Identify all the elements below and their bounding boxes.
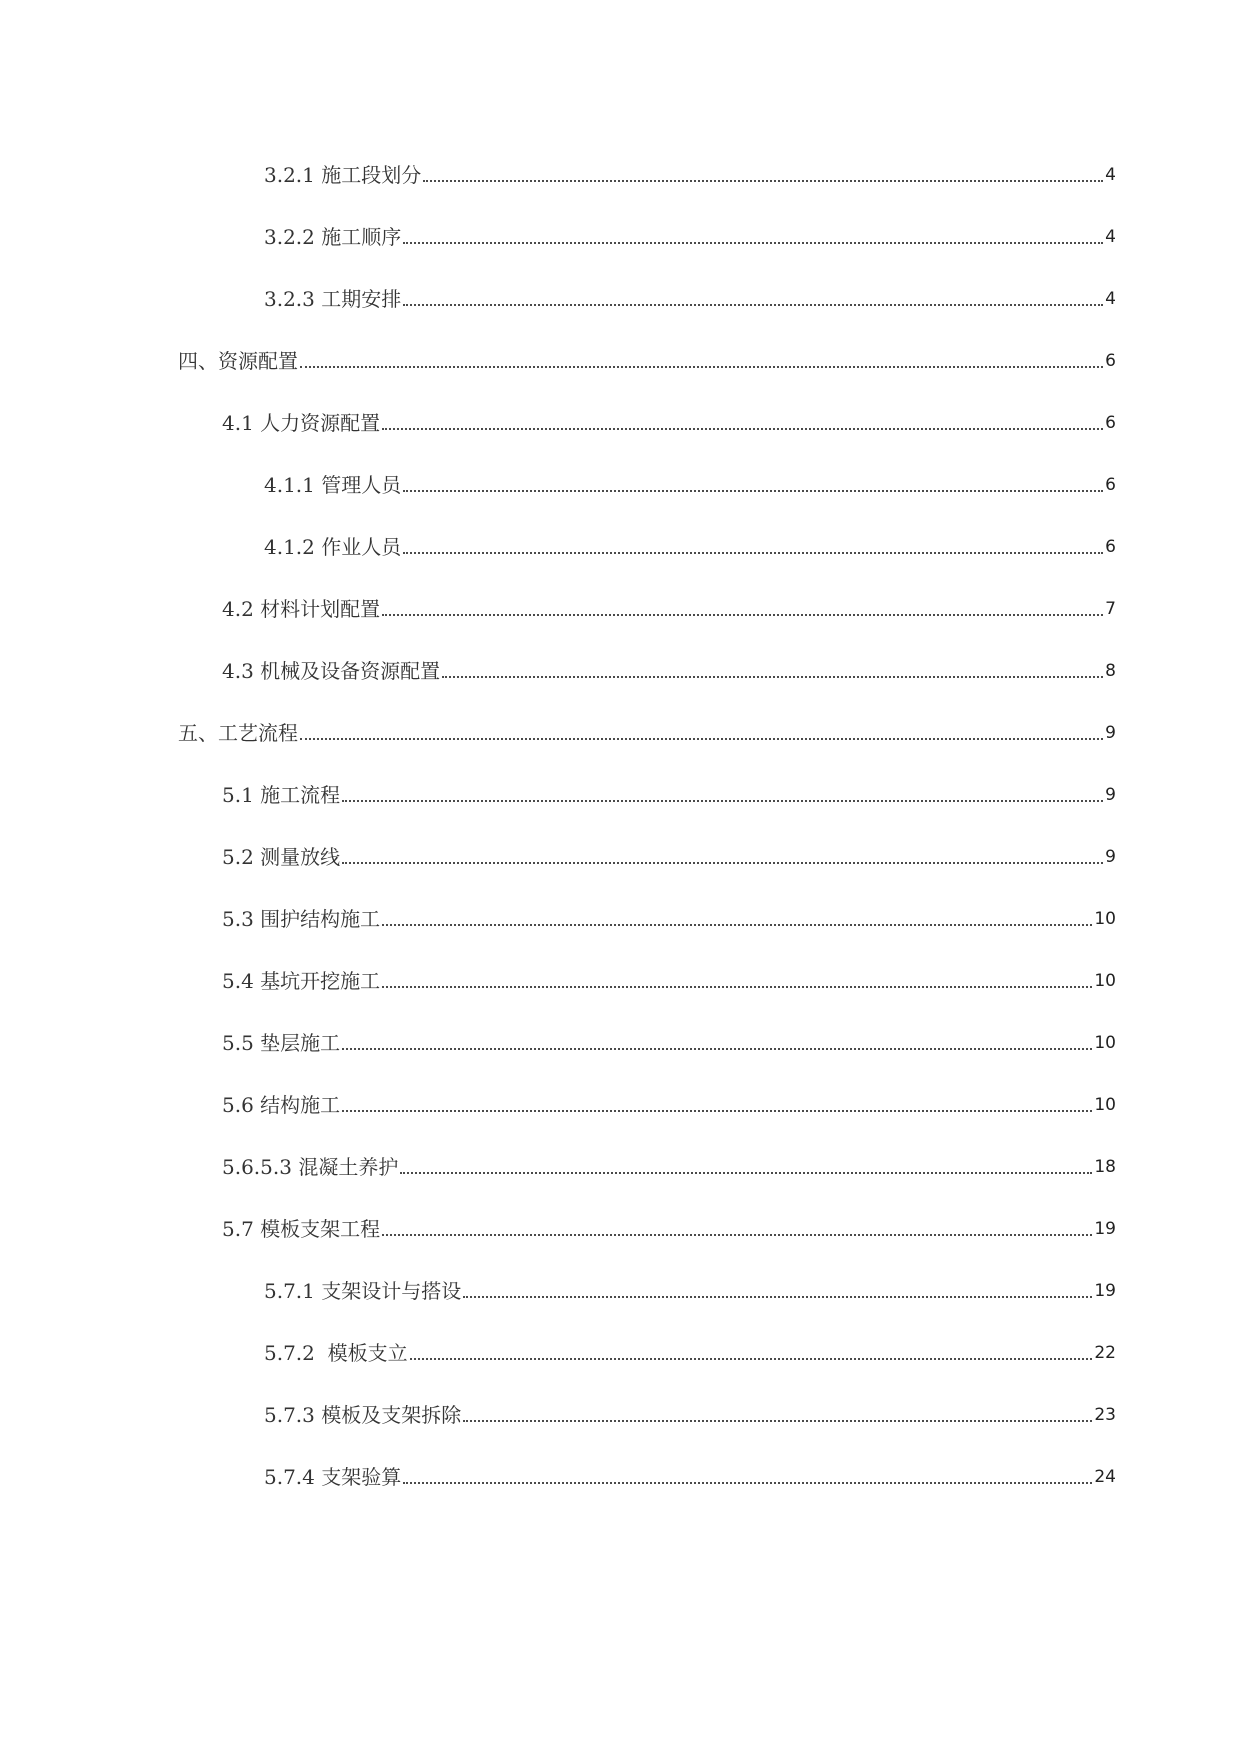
- dot-leader: [382, 614, 1103, 616]
- toc-entry-label: 5.7.4 支架验算: [264, 1465, 402, 1489]
- dot-leader: [342, 862, 1103, 864]
- dot-leader: [382, 1234, 1092, 1236]
- toc-entry-5-7-4[interactable]: [264, 1462, 1116, 1492]
- toc-page-number: 4: [1105, 165, 1116, 185]
- dot-leader: [403, 304, 1103, 306]
- toc-entry-4-1-2[interactable]: [264, 532, 1116, 562]
- dot-leader: [442, 676, 1103, 678]
- dot-leader: [342, 800, 1103, 802]
- toc-entry-5-7-1[interactable]: [264, 1276, 1116, 1306]
- toc-entry-label: 3.2.1 施工段划分: [264, 163, 422, 187]
- toc-entry-label: 4.1.2 作业人员: [264, 535, 402, 559]
- toc-page-number: 24: [1094, 1467, 1116, 1487]
- toc-entry-4-1-1[interactable]: [264, 470, 1116, 500]
- toc-entry-4-2[interactable]: [222, 594, 1116, 624]
- toc-entry-chapter-5[interactable]: [178, 718, 1116, 748]
- toc-entry-5-6-5-3[interactable]: [222, 1152, 1116, 1182]
- toc-entry-label: 四、资源配置: [178, 349, 298, 373]
- toc-entry-5-6[interactable]: [222, 1090, 1116, 1120]
- dot-leader: [382, 986, 1092, 988]
- toc-entry-3-2-2[interactable]: [264, 222, 1116, 252]
- toc-page-number: 10: [1094, 909, 1116, 929]
- dot-leader: [410, 1358, 1093, 1360]
- toc-entry-5-1[interactable]: [222, 780, 1116, 810]
- toc-entry-label: 5.5 垫层施工: [222, 1031, 341, 1055]
- toc-page-number: 23: [1094, 1405, 1116, 1425]
- toc-entry-label: 4.2 材料计划配置: [222, 597, 381, 621]
- toc-entry-4-3[interactable]: [222, 656, 1116, 686]
- dot-leader: [403, 490, 1103, 492]
- dot-leader: [382, 924, 1092, 926]
- toc-entry-label: 5.4 基坑开挖施工: [222, 969, 381, 993]
- toc-entry-5-7[interactable]: [222, 1214, 1116, 1244]
- dot-leader: [463, 1420, 1092, 1422]
- toc-page-number: 10: [1094, 1095, 1116, 1115]
- toc-entry-5-4[interactable]: [222, 966, 1116, 996]
- toc-entry-label: 3.2.3 工期安排: [264, 287, 402, 311]
- toc-entry-3-2-1[interactable]: [264, 160, 1116, 190]
- dot-leader: [403, 1482, 1092, 1484]
- toc-entry-chapter-4[interactable]: [178, 346, 1116, 376]
- toc-page-number: 19: [1094, 1281, 1116, 1301]
- toc-entry-4-1[interactable]: [222, 408, 1116, 438]
- toc-page-number: 4: [1105, 227, 1116, 247]
- toc-entry-label: 5.6.5.3 混凝土养护: [222, 1155, 399, 1179]
- toc-page-number: 7: [1105, 599, 1116, 619]
- toc-entry-5-7-3[interactable]: [264, 1400, 1116, 1430]
- toc-page-number: 4: [1105, 289, 1116, 309]
- toc-page-number: 6: [1105, 413, 1116, 433]
- toc-entry-label: 5.3 围护结构施工: [222, 907, 381, 931]
- toc-entry-5-3[interactable]: [222, 904, 1116, 934]
- toc-page-number: 9: [1105, 785, 1116, 805]
- toc-page-number: 8: [1105, 661, 1116, 681]
- toc-entry-label: 5.7.1 支架设计与搭设: [264, 1279, 462, 1303]
- toc-entry-5-2[interactable]: [222, 842, 1116, 872]
- toc-entry-5-5[interactable]: [222, 1028, 1116, 1058]
- toc-page-number: 19: [1094, 1219, 1116, 1239]
- dot-leader: [342, 1110, 1092, 1112]
- toc-entry-3-2-3[interactable]: [264, 284, 1116, 314]
- toc-page-number: 9: [1105, 847, 1116, 867]
- toc-entry-label: 5.2 测量放线: [222, 845, 341, 869]
- toc-page-number: 18: [1094, 1157, 1116, 1177]
- dot-leader: [382, 428, 1103, 430]
- toc-entry-label: 五、工艺流程: [178, 721, 298, 745]
- toc-page-number: 22: [1094, 1343, 1116, 1363]
- toc-entry-label: 5.7.2 模板支立: [264, 1341, 408, 1365]
- toc-entry-label: 5.1 施工流程: [222, 783, 341, 807]
- dot-leader: [403, 552, 1103, 554]
- dot-leader: [342, 1048, 1092, 1050]
- toc-page-number: 10: [1094, 1033, 1116, 1053]
- toc-entry-label: 4.3 机械及设备资源配置: [222, 659, 441, 683]
- toc-entry-label: 3.2.2 施工顺序: [264, 225, 402, 249]
- dot-leader: [300, 366, 1103, 368]
- dot-leader: [400, 1172, 1092, 1174]
- toc-page-number: 6: [1105, 475, 1116, 495]
- dot-leader: [463, 1296, 1092, 1298]
- dot-leader: [403, 242, 1103, 244]
- toc-entry-label: 4.1.1 管理人员: [264, 473, 402, 497]
- dot-leader: [423, 180, 1103, 182]
- toc-page-number: 9: [1105, 723, 1116, 743]
- dot-leader: [300, 738, 1103, 740]
- toc-entry-label: 5.6 结构施工: [222, 1093, 341, 1117]
- toc-entry-label: 5.7 模板支架工程: [222, 1217, 381, 1241]
- toc-entry-label: 5.7.3 模板及支架拆除: [264, 1403, 462, 1427]
- toc-entry-5-7-2[interactable]: [264, 1338, 1116, 1368]
- toc-entry-label: 4.1 人力资源配置: [222, 411, 381, 435]
- toc-page-number: 10: [1094, 971, 1116, 991]
- toc-page-number: 6: [1105, 351, 1116, 371]
- toc-page-number: 6: [1105, 537, 1116, 557]
